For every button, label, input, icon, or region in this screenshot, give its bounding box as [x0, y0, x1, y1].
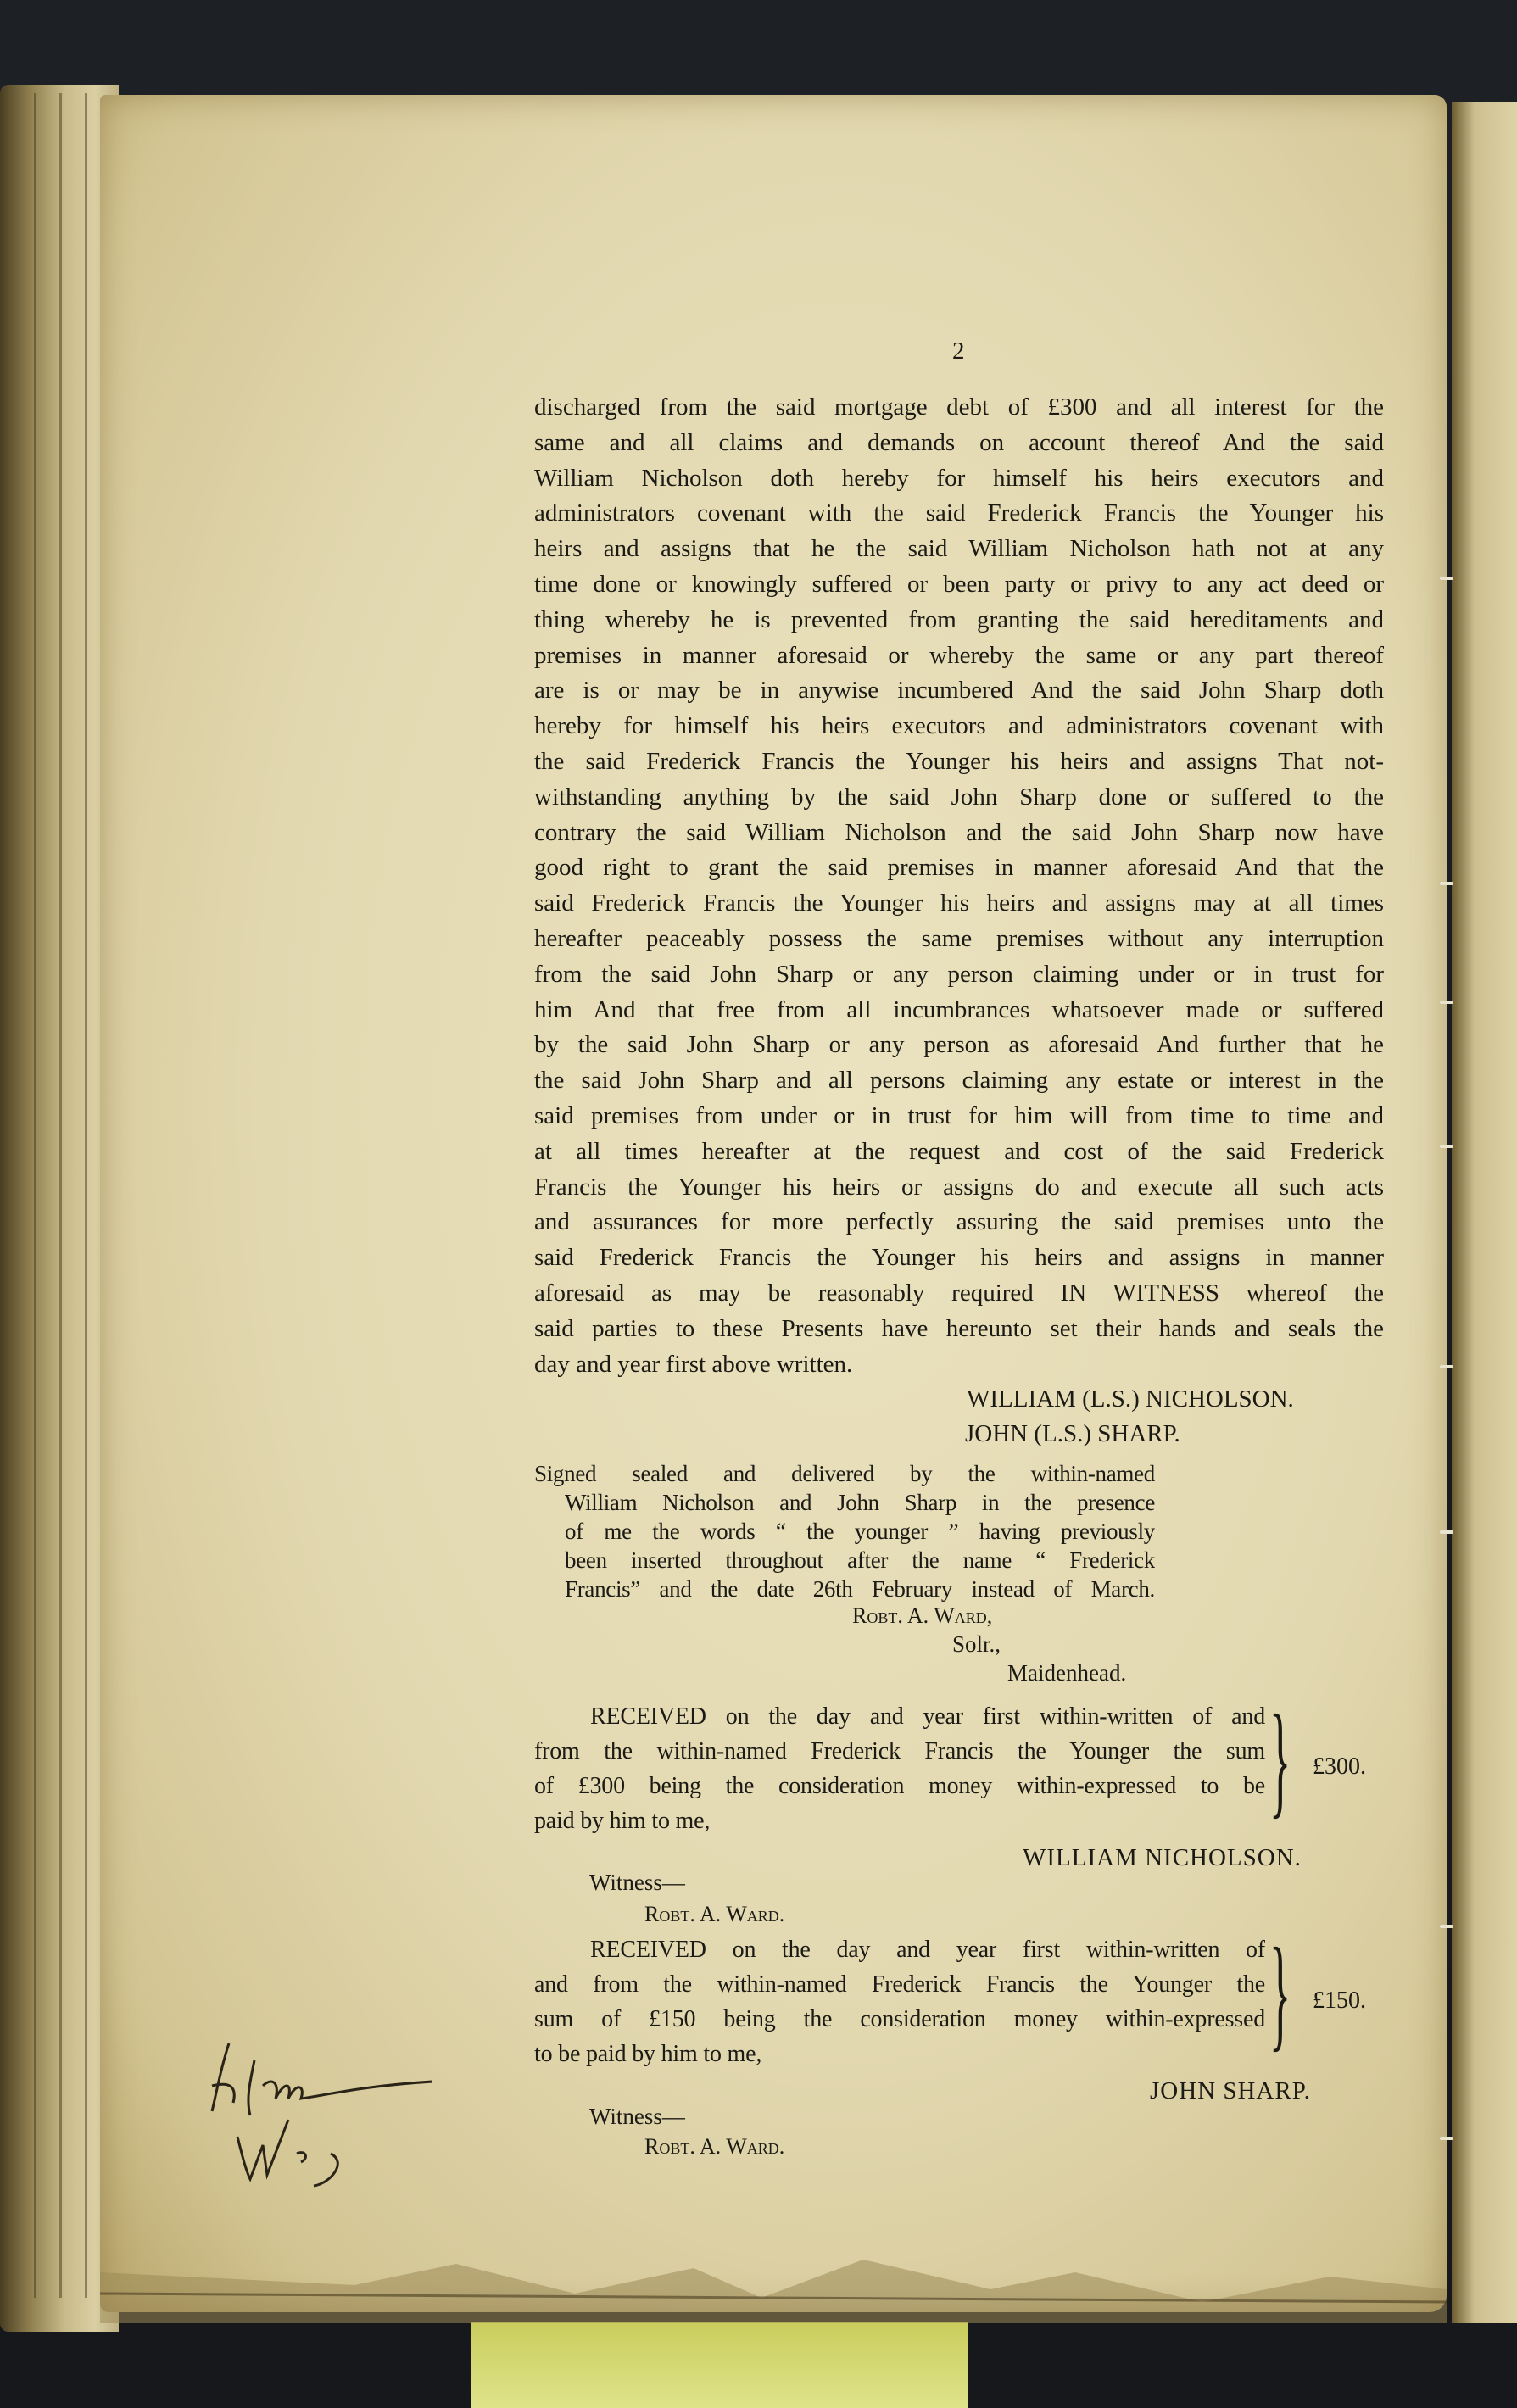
- attestation-line: William Nicholson and John Sharp in the presence: [565, 1491, 1155, 1515]
- receipt-1-line: RECEIVED on the day and year first within-written of and: [590, 1705, 1265, 1730]
- body-line: hereafter peaceably possess the same premises without any interruption: [534, 927, 1384, 952]
- receipt-2-line: sum of £150 being the consideration money within-expressed: [534, 2008, 1265, 2032]
- attestation-line: of me the words “ the younger ” having previously: [565, 1520, 1155, 1544]
- handwritten-initials: [204, 2035, 441, 2188]
- body-line: hereby for himself his heirs executors and administrators covenant with: [534, 714, 1384, 740]
- body-line: contrary the said William Nicholson and the said John Sharp now have: [534, 820, 1384, 846]
- body-line: time done or knowingly suffered or been party or privy to any act deed or: [534, 572, 1384, 598]
- body-line: aforesaid as may be reasonably required IN WITNESS whereof the: [534, 1281, 1384, 1307]
- receipt-2-signatory: JOHN SHARP.: [1150, 2077, 1311, 2104]
- binding-thread: [1440, 1530, 1453, 1534]
- body-line: the said John Sharp and all persons claiming any estate or interest in the: [534, 1068, 1384, 1095]
- receipt-1-witness-name: Robt. A. Ward.: [644, 1902, 785, 1926]
- body-line: said Frederick Francis the Younger his heirs and assigns in manner: [534, 1246, 1384, 1272]
- body-line: heirs and assigns that he the said William Nicholson hath not at any: [534, 537, 1384, 563]
- body-line: Francis the Younger his heirs or assigns do and execute all such acts: [534, 1174, 1384, 1201]
- binding-thread: [1440, 2137, 1453, 2140]
- binding-thread: [1440, 882, 1453, 885]
- body-line: from the said John Sharp or any person claiming under or in trust for: [534, 962, 1384, 988]
- attestation-witness-title: Solr.,: [952, 1631, 1001, 1657]
- receipt-2-line: and from the within-named Frederick Francis the Younger the: [534, 1973, 1265, 1998]
- body-line: withstanding anything by the said John Sharp done or suffered to the: [534, 784, 1384, 811]
- body-line: thing whereby he is prevented from granting the said hereditaments and: [534, 607, 1384, 633]
- receipt-1-signatory: WILLIAM NICHOLSON.: [1023, 1844, 1302, 1871]
- body-line: good right to grant the said premises in manner aforesaid And that the: [534, 856, 1384, 882]
- body-line: William Nicholson doth hereby for himself his heirs executors and: [534, 465, 1384, 492]
- receipt-1-brace: }: [1269, 1689, 1291, 1830]
- page-edge-line: [59, 93, 62, 2298]
- binding-thread: [1440, 577, 1453, 580]
- body-line: same and all claims and demands on account thereof And the said: [534, 430, 1384, 456]
- signature-line-sharp: JOHN (L.S.) SHARP.: [965, 1420, 1180, 1447]
- signature-line-nicholson: WILLIAM (L.S.) NICHOLSON.: [967, 1385, 1294, 1413]
- body-line: said premises from under or in trust for him will from time to time and: [534, 1104, 1384, 1129]
- attestation-witness-place: Maidenhead.: [1007, 1660, 1127, 1686]
- receipt-2-line: RECEIVED on the day and year first within-written of: [590, 1938, 1265, 1963]
- body-line: administrators covenant with the said Frederick Francis the Younger his: [534, 501, 1384, 527]
- binding-thread: [1440, 1145, 1453, 1148]
- attestation-line: been inserted throughout after the name “ Frederick: [565, 1549, 1155, 1573]
- index-tab: [471, 2322, 968, 2408]
- body-line: are is or may be in anywise incumbered And the said John Sharp doth: [534, 678, 1384, 705]
- attestation-line: Signed sealed and delivered by the within-named: [534, 1463, 1155, 1486]
- page-edge-line: [85, 93, 87, 2298]
- body-line: the said Frederick Francis the Younger his heirs and assigns That not-: [534, 750, 1384, 775]
- receipt-1-line: of £300 being the consideration money within-expressed to be: [534, 1775, 1265, 1799]
- body-line: premises in manner aforesaid or whereby the same or any part thereof: [534, 643, 1384, 669]
- page-number: 2: [952, 337, 965, 365]
- facing-page-edge: [1452, 102, 1517, 2323]
- receipt-2-line: to be paid by him to me,: [534, 2043, 762, 2067]
- receipt-1-witness-label: Witness—: [589, 1870, 685, 1895]
- attestation-witness-name: Robt. A. Ward,: [852, 1603, 993, 1628]
- page-edge-line: [34, 93, 36, 2298]
- receipt-1-line: from the within-named Frederick Francis the Younger the sum: [534, 1740, 1265, 1764]
- index-tab-mark: [526, 2340, 538, 2399]
- body-line: said Frederick Francis the Younger his heirs and assigns may at all times: [534, 891, 1384, 917]
- receipt-1-amount: £300.: [1313, 1753, 1366, 1780]
- receipt-1-line: paid by him to me,: [534, 1809, 711, 1834]
- receipt-2-witness-label: Witness—: [589, 2104, 685, 2129]
- body-line: him And that free from all incumbrances whatsoever made or suffered: [534, 997, 1384, 1023]
- body-line: day and year first above written.: [534, 1352, 853, 1378]
- body-line: discharged from the said mortgage debt of £300 and all interest for the: [534, 395, 1384, 421]
- body-line: and assurances for more perfectly assuring the said premises unto the: [534, 1210, 1384, 1236]
- attestation-line: Francis” and the date 26th February instead of March.: [565, 1578, 1155, 1602]
- binding-thread: [1440, 1001, 1453, 1004]
- torn-bottom-edge: [100, 2255, 1447, 2323]
- body-line: at all times hereafter at the request and cost of the said Frederick: [534, 1139, 1384, 1165]
- receipt-2-witness-name: Robt. A. Ward.: [644, 2134, 785, 2159]
- binding-thread: [1440, 1925, 1453, 1928]
- binding-thread: [1440, 1365, 1453, 1368]
- body-line: by the said John Sharp or any person as aforesaid And further that he: [534, 1033, 1384, 1059]
- body-line: said parties to these Presents have hereunto set their hands and seals the: [534, 1316, 1384, 1342]
- receipt-2-amount: £150.: [1313, 1987, 1366, 2014]
- receipt-2-brace: }: [1269, 1922, 1291, 2063]
